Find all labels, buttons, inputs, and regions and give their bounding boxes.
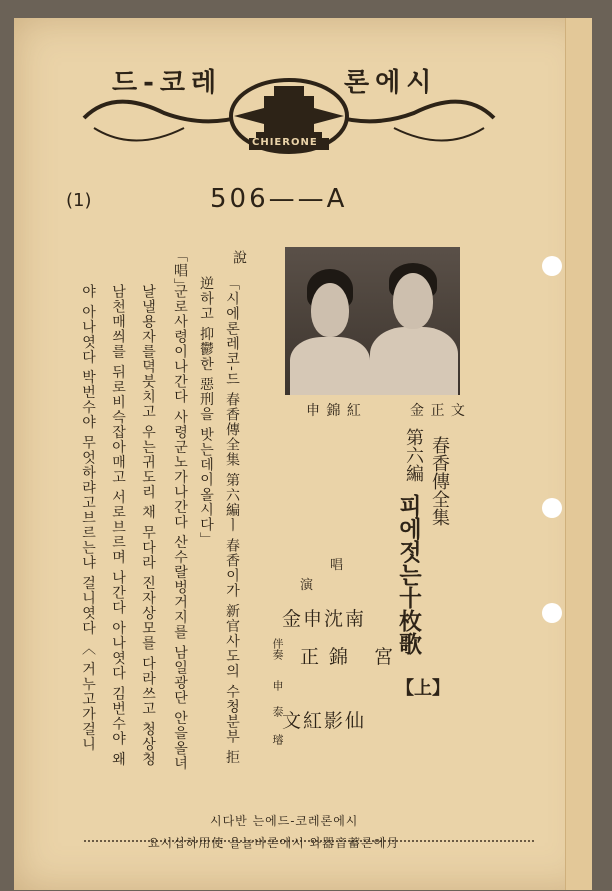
- footer-line-1: 시다반 는에드-코레론에시: [210, 814, 359, 828]
- lyrics-col-2: 「시에론레코-드 春香傳全集 第六編ㅣ 春香이가 新官사도의 수청분부 拒: [224, 276, 240, 765]
- lyrics-col-1: 說: [231, 250, 247, 265]
- accompanist-char2: 泰: [271, 706, 284, 717]
- brand-right: 론에시: [344, 68, 438, 98]
- role-label-acting: 演: [300, 578, 314, 593]
- binder-hole: [542, 256, 562, 276]
- photo-caption-right: 金 正 文: [410, 403, 466, 419]
- lyrics-col-3: 逆하고 抑鬱한 惡刑을 밧는데이올시다」: [198, 276, 214, 548]
- record-number: 506——A: [210, 184, 348, 214]
- main-title: 피에젓는十枚歌: [395, 494, 422, 655]
- lyrics-col-6: 날낼용자를뎍붓치고 우는귀도리 채 무다라 진자상모를 다라쓰고 청상청: [140, 284, 156, 767]
- performer-names-row2: 正錦 宮: [300, 646, 404, 668]
- side-number: (1): [66, 190, 92, 211]
- photo-caption-left: 申 錦 紅: [306, 403, 362, 419]
- lyrics-col-4: 「唱」: [172, 248, 188, 293]
- accompaniment-label: 伴奏: [271, 638, 284, 660]
- role-label-singing: 唱: [330, 558, 344, 573]
- part-label: 【上】: [396, 678, 450, 699]
- series-title: 春香傳全集: [429, 436, 450, 526]
- binder-hole: [542, 498, 562, 518]
- performer-names-row1: 金申沈南: [282, 608, 367, 630]
- lyrics-col-7: 남천매씌를 뒤로비슥잡아매고 서로브르며 나간다 아나엿다 김번수야 왜: [110, 284, 126, 767]
- performer-names-row3: 文紅影仙: [282, 710, 367, 732]
- accompanist-char3: 璿: [271, 734, 284, 745]
- footer-line-2: 요시십하用使 을늘바론에시 와器音蓄론에月: [148, 836, 400, 850]
- brand-left: 드-코레: [112, 68, 223, 98]
- binder-hole: [542, 603, 562, 623]
- lyrics-col-5: 군로사령이나간다 사령군노가나간다 산수랄벙거지를 남일광단 안을올녀: [172, 284, 188, 771]
- edition-label: 第六編: [403, 428, 424, 482]
- accompanist-char1: 申: [271, 680, 284, 691]
- record-sheet: [14, 18, 592, 890]
- sheet-edge: [565, 18, 592, 890]
- lyrics-col-8: 야 아나엿다 박번수야 무엇하랴고브르는냐 걸니엿다 〈 거누고가걸니: [80, 284, 96, 752]
- logo-text: CHIERONE: [252, 137, 318, 148]
- singers-photo: [285, 247, 460, 395]
